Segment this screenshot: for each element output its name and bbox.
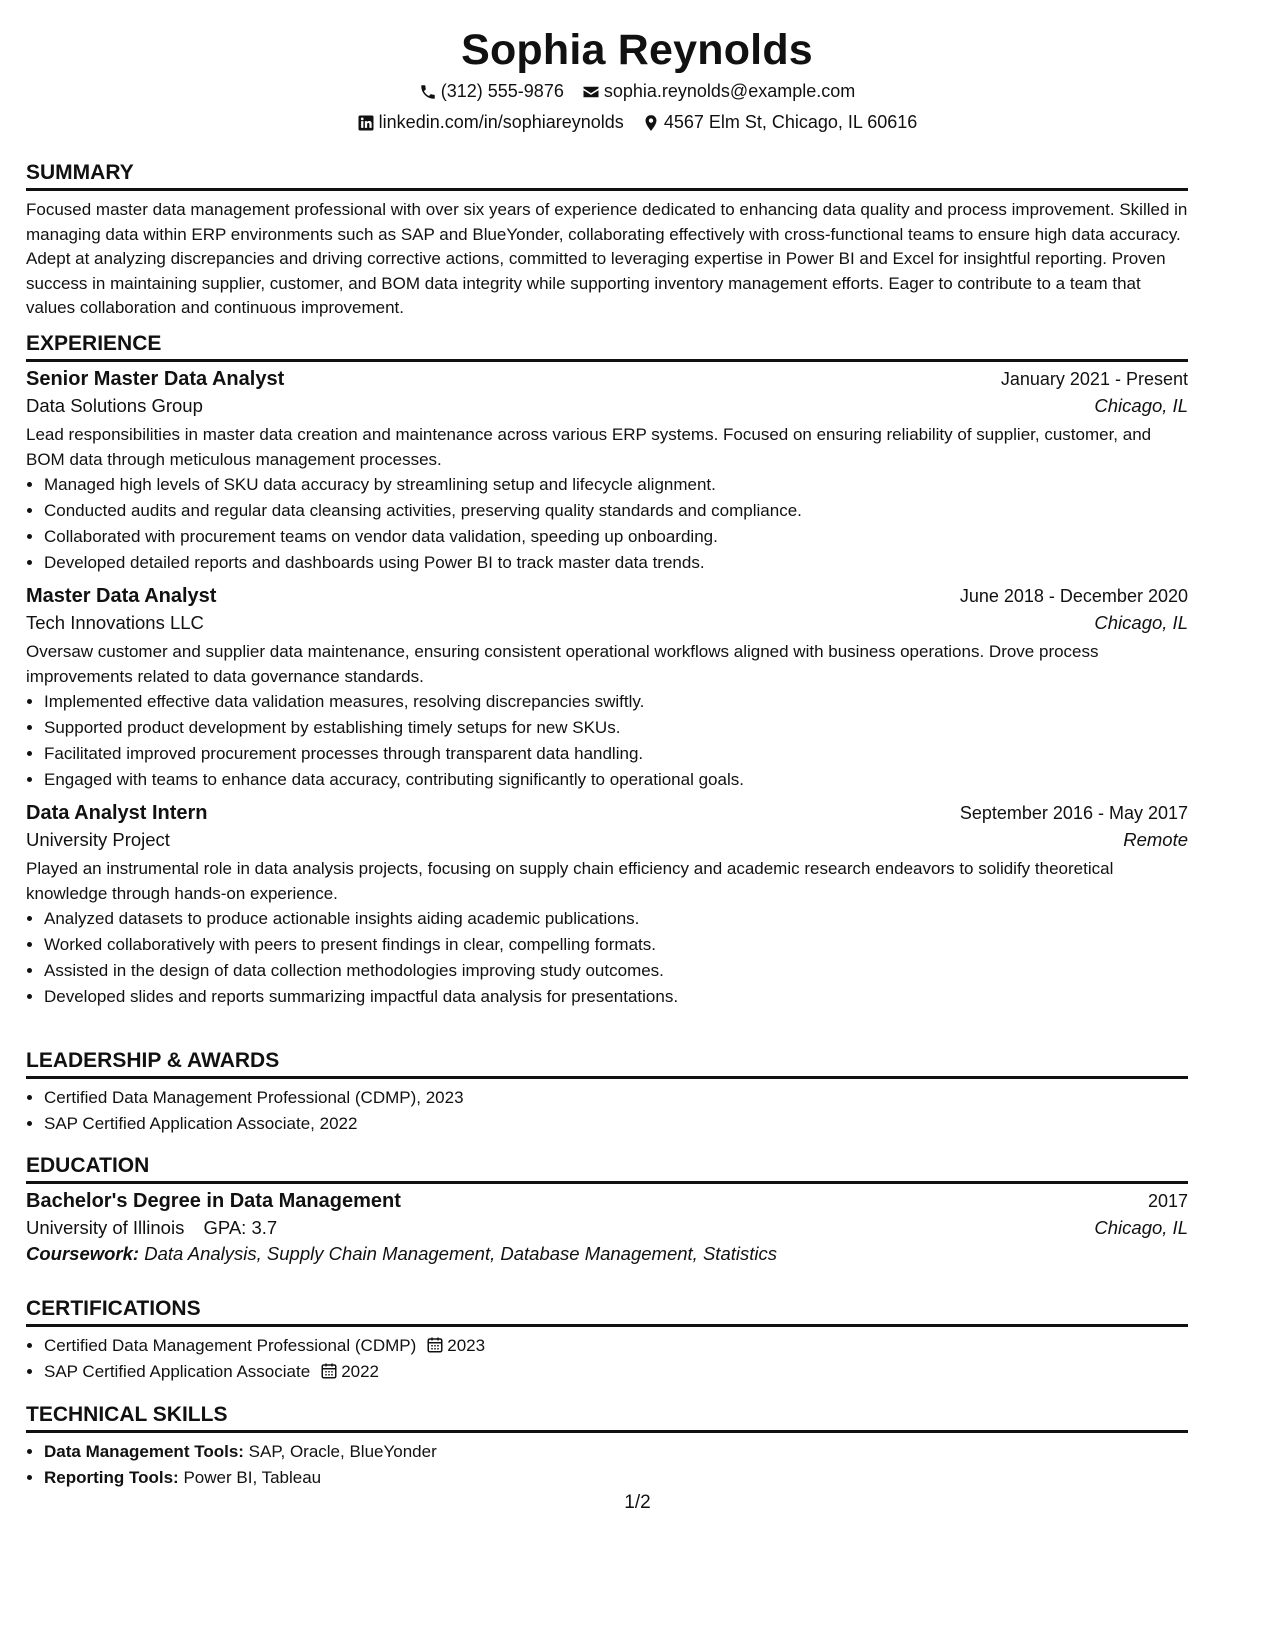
job-bullets (26, 472, 1188, 576)
list-item: • Worked collaboratively with peers to present findings in clear, compelling formats. (44, 932, 1188, 958)
skill-label: Reporting Tools: (44, 1468, 179, 1487)
job-title: Master Data Analyst (26, 585, 217, 607)
list-item: • Certified Data Management Professional (CDMP), 2023 (44, 1085, 1188, 1111)
envelope-icon (582, 83, 600, 101)
education-year: 2017 (1147, 1191, 1188, 1211)
job-description: Played an instrumental role in data analysis projects, focusing on supply chain efficiency and academic research endeavors to solidify theoretical knowledge through hands-on experience. (26, 859, 1114, 903)
candidate-name: Sophia Reynolds (461, 26, 813, 74)
list-item: • Conducted audits and regular data cleansing activities, preserving quality standards and compliance. (44, 498, 1188, 524)
education-section (26, 1153, 1188, 1265)
education-degree: Bachelor's Degree in Data Management (26, 1190, 401, 1212)
contact-email[interactable] (582, 76, 855, 107)
list-item: • Supported product development by establishing timely setups for new SKUs. (44, 715, 1188, 741)
education-school-row (26, 1217, 1188, 1239)
job-title: Data Analyst Intern (26, 802, 208, 824)
list-item: • Managed high levels of SKU data accuracy by streamlining setup and lifecycle alignment. (44, 472, 1188, 498)
list-item: • Assisted in the design of data collection methodologies improving study outcomes. (44, 958, 1188, 984)
contact-line-1 (26, 76, 1248, 107)
list-item (44, 1359, 1188, 1385)
job-description: Lead responsibilities in master data creation and maintenance across various ERP systems. Focused on ensuring reliability of supplier, customer, and BOM data through meticulous management processes. (26, 425, 1152, 469)
education-school: University of Illinois (26, 1217, 185, 1238)
skills-list (26, 1439, 1188, 1491)
job-bullets (26, 689, 1188, 793)
summary-text: Focused master data management professional with over six years of experience dedicated to enhancing data quality and process improvement. Skilled in managing data within ERP environments such as SAP and BlueYonder, collaborating effectively with cross-functional teams to ensure high data accuracy. Adept at analyzing discrepancies and driving corrective actions, committed to leveraging expertise in Power BI and Excel for insightful reporting. Proven success in maintaining supplier, customer, and BOM data integrity while supporting inventory management efforts. Eager to contribute to a team that values collaboration and continuous improvement. (26, 200, 1188, 317)
awards-section (26, 1048, 1188, 1137)
awards-list (26, 1085, 1188, 1137)
contact-line-2 (26, 107, 1248, 138)
summary-title: SUMMARY (26, 160, 1188, 191)
job-bullets (26, 906, 1188, 1010)
job-company: University Project (26, 829, 170, 850)
education-title: EDUCATION (26, 1153, 1188, 1184)
skill-value: SAP, Oracle, BlueYonder (248, 1442, 437, 1461)
list-item (44, 1333, 1188, 1359)
list-item: • Developed detailed reports and dashboards using Power BI to track master data trends. (44, 550, 1188, 576)
experience-section (26, 331, 1188, 1010)
job-entry (26, 802, 1188, 1010)
education-location: Chicago, IL (1094, 1217, 1188, 1238)
job-dates: September 2016 - May 2017 (959, 803, 1188, 823)
job-description: Oversaw customer and supplier data maintenance, ensuring consistent operational workflows aligned with business operations. Drove process improvements related to data governance standards. (26, 642, 1099, 686)
job-company-row (26, 612, 1188, 634)
address-text: 4567 Elm St, Chicago, IL 60616 (663, 112, 918, 132)
certifications-section (26, 1296, 1188, 1385)
contact-address (642, 107, 918, 138)
list-item: • Implemented effective data validation measures, resolving discrepancies swiftly. (44, 689, 1188, 715)
list-item: • Developed slides and reports summarizing impactful data analysis for presentations. (44, 984, 1188, 1010)
calendar-icon (426, 1336, 444, 1354)
contact-phone (419, 76, 564, 107)
resume-header (26, 0, 1248, 138)
experience-title: EXPERIENCE (26, 331, 1188, 362)
list-item (44, 1465, 1188, 1491)
job-header-row (26, 585, 1188, 608)
calendar-icon (320, 1362, 338, 1380)
list-item: • Collaborated with procurement teams on vendor data validation, speeding up onboarding. (44, 524, 1188, 550)
coursework-label: Coursework: (26, 1243, 140, 1264)
certification-year: 2022 (341, 1362, 380, 1381)
education-degree-row (26, 1190, 1188, 1213)
job-company-row (26, 829, 1188, 851)
certification-name: SAP Certified Application Associate (44, 1362, 311, 1381)
job-location: Chicago, IL (1094, 395, 1188, 416)
certification-year: 2023 (447, 1336, 486, 1355)
job-dates: June 2018 - December 2020 (959, 586, 1188, 606)
education-school-line (26, 1217, 277, 1239)
phone-text: (312) 555-9876 (440, 81, 564, 101)
phone-icon (419, 83, 437, 101)
job-company: Tech Innovations LLC (26, 612, 204, 633)
list-item: • Engaged with teams to enhance data accuracy, contributing significantly to operational goals. (44, 767, 1188, 793)
certification-name: Certified Data Management Professional (CDMP) (44, 1336, 417, 1355)
skill-label: Data Management Tools: (44, 1442, 244, 1461)
job-entry (26, 585, 1188, 793)
list-item: • SAP Certified Application Associate, 2022 (44, 1111, 1188, 1137)
job-location: Remote (1123, 829, 1188, 850)
page-number: 1/2 (624, 1492, 651, 1513)
contact-linkedin[interactable] (357, 107, 624, 138)
skills-section (26, 1402, 1188, 1491)
job-company: Data Solutions Group (26, 395, 203, 416)
list-item: • Analyzed datasets to produce actionable insights aiding academic publications. (44, 906, 1188, 932)
summary-section (26, 160, 1188, 321)
certifications-title: CERTIFICATIONS (26, 1296, 1188, 1327)
awards-title: LEADERSHIP & AWARDS (26, 1048, 1188, 1079)
education-coursework (26, 1243, 1188, 1265)
list-item (44, 1439, 1188, 1465)
linkedin-text[interactable]: linkedin.com/in/sophiareynolds (378, 112, 624, 132)
job-entry (26, 368, 1188, 576)
job-company-row (26, 395, 1188, 417)
list-item: • Facilitated improved procurement processes through transparent data handling. (44, 741, 1188, 767)
job-location: Chicago, IL (1094, 612, 1188, 633)
email-text[interactable]: sophia.reynolds@example.com (603, 81, 856, 101)
skills-title: TECHNICAL SKILLS (26, 1402, 1188, 1433)
linkedin-icon (357, 114, 375, 132)
job-header-row (26, 368, 1188, 391)
job-dates: January 2021 - Present (1000, 369, 1188, 389)
certifications-list (26, 1333, 1188, 1385)
map-pin-icon (642, 114, 660, 132)
skill-value: Power BI, Tableau (183, 1468, 322, 1487)
coursework-text: Data Analysis, Supply Chain Management, Database Management, Statistics (144, 1243, 777, 1264)
resume-page (26, 0, 1248, 1487)
job-header-row (26, 802, 1188, 825)
job-title: Senior Master Data Analyst (26, 368, 285, 390)
education-gpa: GPA: 3.7 (203, 1217, 278, 1238)
